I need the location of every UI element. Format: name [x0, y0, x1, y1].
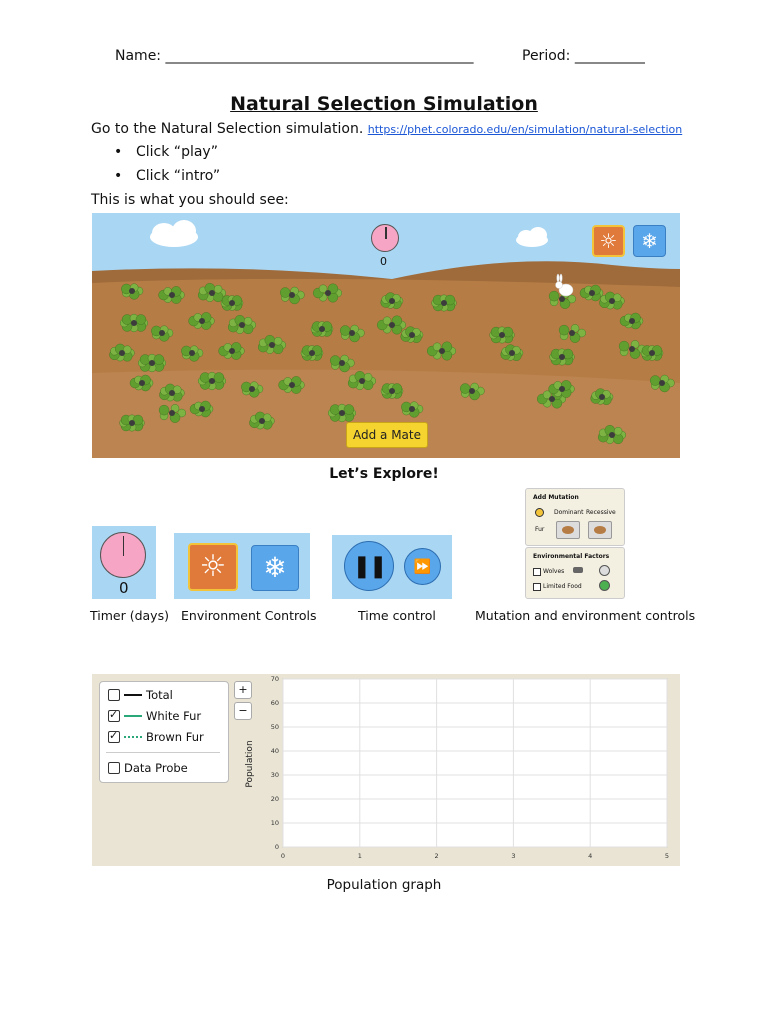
- add-mutation-panel: [525, 488, 625, 546]
- sim-sun-button[interactable]: [592, 225, 625, 257]
- intro-text: [91, 121, 682, 137]
- plot-area: [283, 679, 667, 847]
- y-axis-label: Population: [245, 740, 255, 788]
- y-tick-label: 10: [270, 819, 279, 827]
- bush-icon: [328, 404, 356, 422]
- y-tick-label: 30: [270, 771, 279, 779]
- bush-icon: [120, 314, 148, 332]
- timer-icon: [100, 532, 146, 578]
- snow-button[interactable]: [251, 545, 299, 591]
- snowflake-icon: ❄: [263, 551, 287, 584]
- x-tick-label: 0: [280, 852, 286, 860]
- step-play: • Click “play”: [136, 144, 218, 160]
- x-tick-label: 1: [357, 852, 362, 860]
- mutation-caption: Mutation and environment controls: [475, 608, 696, 623]
- sun-icon: ☼: [199, 549, 227, 584]
- bush-icon: [490, 327, 515, 343]
- y-tick-label: 50: [270, 723, 279, 731]
- snowflake-icon: ❄: [641, 229, 658, 253]
- food-pie-icon: [599, 580, 610, 591]
- wolves-label: Wolves: [543, 568, 565, 575]
- x-tick-label: 4: [588, 852, 593, 860]
- y-tick-label: 40: [270, 747, 279, 755]
- sim-timer-icon: [371, 224, 399, 252]
- bush-icon: [221, 296, 243, 311]
- pie-icon: [599, 565, 610, 576]
- mutation-icon: [535, 508, 544, 517]
- wolves-checkbox[interactable]: [533, 568, 541, 576]
- timer-panel: [92, 526, 156, 599]
- explore-heading: Let’s Explore!: [329, 466, 439, 482]
- x-tick-label: 5: [664, 852, 670, 860]
- bush-icon: [641, 346, 663, 361]
- legend-total-label: Total: [146, 688, 173, 702]
- step-forward-button[interactable]: [404, 548, 441, 585]
- fast-forward-icon: ⏩: [413, 558, 432, 575]
- bush-icon: [381, 384, 403, 399]
- add-mate-button[interactable]: Add a Mate: [346, 422, 428, 448]
- time-control-caption: Time control: [358, 608, 436, 623]
- page-title: Natural Selection Simulation: [230, 93, 538, 115]
- legend-data-probe-label: Data Probe: [124, 761, 188, 775]
- legend-white-fur-label: White Fur: [146, 709, 202, 723]
- bush-icon: [311, 322, 333, 337]
- step-intro: • Click “intro”: [136, 168, 220, 184]
- environmental-factors-title: Environmental Factors: [533, 553, 610, 560]
- legend-brown-fur-label: Brown Fur: [146, 730, 204, 744]
- brown-bunny-icon: [594, 526, 606, 534]
- zoom-out-button[interactable]: −: [234, 702, 252, 720]
- sim-snow-button[interactable]: [633, 225, 666, 257]
- y-tick-label: 20: [270, 795, 279, 803]
- y-tick-label: 70: [270, 675, 279, 683]
- zoom-in-button[interactable]: +: [234, 681, 252, 699]
- bush-icon: [138, 354, 166, 372]
- limited-food-checkbox[interactable]: [533, 583, 541, 591]
- x-tick-label: 2: [434, 852, 439, 860]
- fur-label: Fur: [535, 526, 545, 533]
- brown-bunny-icon: [562, 526, 574, 534]
- environment-panel: [174, 533, 310, 599]
- add-mutation-title: Add Mutation: [533, 494, 579, 501]
- bush-icon: [301, 346, 323, 361]
- bush-icon: [198, 372, 226, 390]
- population-chart: [92, 674, 680, 866]
- intro-instruction: Go to the Natural Selection simulation.: [91, 121, 364, 137]
- y-tick-label: 60: [270, 699, 279, 707]
- sim-timer-value: 0: [380, 255, 387, 268]
- wolf-icon: [573, 567, 583, 573]
- y-tick-label: 0: [274, 843, 279, 851]
- time-control-panel: [332, 535, 452, 599]
- x-tick-label: 3: [511, 852, 516, 860]
- pause-button[interactable]: [344, 541, 394, 591]
- sun-button[interactable]: [188, 543, 238, 591]
- recessive-label: Recessive: [586, 509, 616, 516]
- dominant-fur-button[interactable]: [556, 521, 580, 539]
- graph-caption: Population graph: [326, 877, 442, 893]
- dominant-label: Dominant: [554, 509, 584, 516]
- bush-icon: [432, 295, 457, 311]
- period-field-label: Period: __________: [522, 48, 645, 64]
- see-text: This is what you should see:: [91, 192, 289, 208]
- name-field-label: Name: ____________________________________________: [115, 48, 474, 64]
- simulation-link[interactable]: https://phet.colorado.edu/en/simulation/natural-selection: [367, 123, 683, 136]
- bush-icon: [120, 415, 145, 431]
- sun-icon: ☼: [599, 229, 618, 253]
- environment-caption: Environment Controls: [181, 608, 317, 623]
- pause-icon: ❚❚: [352, 553, 386, 579]
- timer-value: 0: [119, 579, 129, 597]
- bush-icon: [550, 349, 575, 365]
- environmental-factors-panel: [525, 547, 625, 599]
- recessive-fur-button[interactable]: [588, 521, 612, 539]
- limited-food-label: Limited Food: [543, 583, 582, 590]
- timer-caption: Timer (days): [90, 608, 169, 623]
